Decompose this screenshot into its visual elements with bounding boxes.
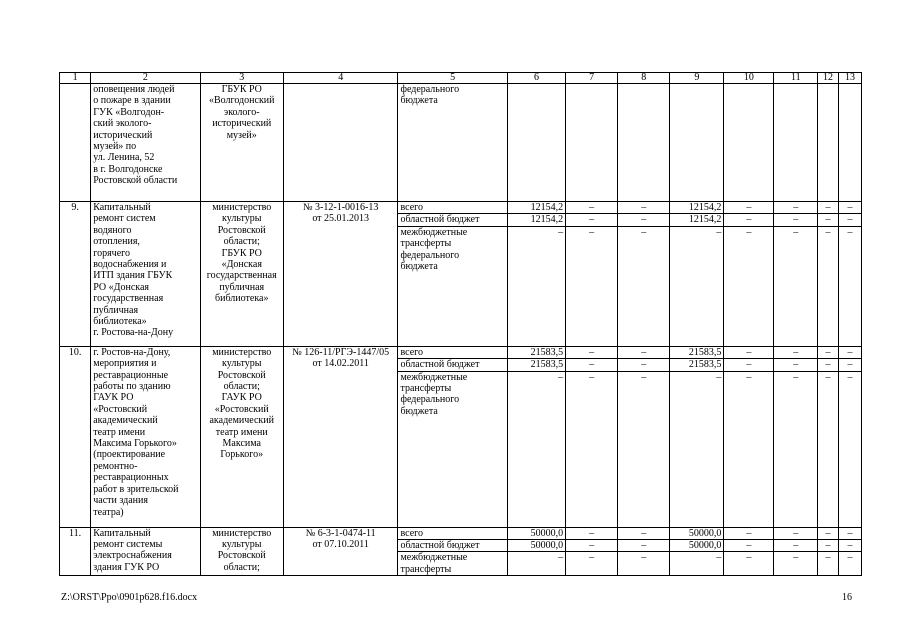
customer-cell: ГБУК РО «Волгодонский эколого- исторический музей» bbox=[200, 84, 283, 202]
amount-cell: – bbox=[566, 359, 618, 371]
funding-source-cell: всего bbox=[398, 527, 507, 539]
amount-cell: 21583,5 bbox=[670, 359, 724, 371]
row-number-cell: 10. bbox=[60, 346, 91, 527]
funding-source-cell: всего bbox=[398, 202, 507, 214]
amount-cell: – bbox=[838, 371, 861, 527]
amount-cell: – bbox=[724, 552, 774, 576]
amount-cell: – bbox=[838, 346, 861, 358]
funding-source-cell: межбюджетные трансферты федерального бюджета bbox=[398, 371, 507, 527]
funding-source-cell: межбюджетные трансферты bbox=[398, 552, 507, 576]
row-number-cell: 11. bbox=[60, 527, 91, 576]
document-path: Z:\ORST\Ppo\0901p628.f16.docx bbox=[61, 592, 198, 603]
amount-cell: – bbox=[507, 552, 565, 576]
customer-cell: министерство культуры Ростовской области; bbox=[200, 527, 283, 576]
amount-cell: – bbox=[838, 214, 861, 226]
funding-line-row bbox=[60, 202, 862, 214]
funding-source-cell: областной бюджет bbox=[398, 214, 507, 226]
amount-cell: – bbox=[724, 527, 774, 539]
amount-cell: – bbox=[724, 371, 774, 527]
amount-cell: – bbox=[566, 527, 618, 539]
amount-cell: – bbox=[724, 226, 774, 346]
amount-cell: 12154,2 bbox=[670, 214, 724, 226]
amount-cell: – bbox=[618, 359, 670, 371]
budget-table bbox=[59, 72, 862, 576]
amount-cell: – bbox=[618, 202, 670, 214]
amount-cell: – bbox=[618, 214, 670, 226]
amount-cell: 21583,5 bbox=[507, 346, 565, 358]
funding-line-row bbox=[60, 527, 862, 539]
object-name-cell: Капитальный ремонт систем водяного отопления, горячего водоснабжения и ИТП здания ГБУК РО «Донская государственная публичная библиотека» г. Ростова-на-Дону bbox=[91, 202, 200, 347]
amount-cell: – bbox=[838, 202, 861, 214]
object-name-cell: оповещения людей о пожаре в здании ГУК «Волгодон- ский эколого- исторический музей» по ул. Ленина, 52 в г. Волгодонске Ростовской области bbox=[91, 84, 200, 202]
col-number: 1 bbox=[60, 73, 91, 84]
amount-cell: – bbox=[618, 527, 670, 539]
amount-cell: 12154,2 bbox=[507, 202, 565, 214]
amount-cell: – bbox=[566, 552, 618, 576]
amount-cell: 50000,0 bbox=[507, 527, 565, 539]
col-number: 2 bbox=[91, 73, 200, 84]
col-number: 9 bbox=[670, 73, 724, 84]
amount-cell: – bbox=[774, 359, 818, 371]
col-number: 3 bbox=[200, 73, 283, 84]
continued-row bbox=[60, 84, 862, 202]
document-cell bbox=[283, 84, 398, 202]
col-number: 10 bbox=[724, 73, 774, 84]
amount-cell: – bbox=[724, 202, 774, 214]
col-number: 5 bbox=[398, 73, 507, 84]
col-number: 4 bbox=[283, 73, 398, 84]
document-cell: № 126-11/РГЭ-1447/05 от 14.02.2011 bbox=[283, 346, 398, 527]
amount-cell: – bbox=[724, 540, 774, 552]
col-number: 12 bbox=[818, 73, 839, 84]
amount-cell: – bbox=[566, 226, 618, 346]
amount-cell: – bbox=[724, 346, 774, 358]
page-number: 16 bbox=[842, 592, 852, 603]
amount-cell: – bbox=[818, 226, 839, 346]
amount-cell: – bbox=[838, 359, 861, 371]
funding-source-cell: областной бюджет bbox=[398, 540, 507, 552]
amount-cell: 12154,2 bbox=[670, 202, 724, 214]
amount-cell: 12154,2 bbox=[507, 214, 565, 226]
col-number: 13 bbox=[838, 73, 861, 84]
budget-table-sheet bbox=[59, 72, 862, 576]
amount-cell: 21583,5 bbox=[670, 346, 724, 358]
document-cell: № 6-3-1-0474-11 от 07.10.2011 bbox=[283, 527, 398, 576]
amount-cell: – bbox=[670, 552, 724, 576]
row-number-cell bbox=[60, 84, 91, 202]
amount-cell: – bbox=[618, 346, 670, 358]
col-number: 6 bbox=[507, 73, 565, 84]
amount-cell: – bbox=[774, 371, 818, 527]
funding-line-row bbox=[60, 346, 862, 358]
amount-cell: – bbox=[818, 202, 839, 214]
customer-cell: министерство культуры Ростовской области; ГАУК РО «Ростовский академический театр имени Максима Горького» bbox=[200, 346, 283, 527]
amount-cell: – bbox=[818, 359, 839, 371]
amount-cell: – bbox=[818, 527, 839, 539]
amount-cell: – bbox=[618, 540, 670, 552]
row-number-cell: 9. bbox=[60, 202, 91, 347]
amount-cell: – bbox=[818, 552, 839, 576]
amount-cell: 21583,5 bbox=[507, 359, 565, 371]
amount-cell: – bbox=[566, 202, 618, 214]
amount-cell: – bbox=[618, 552, 670, 576]
amount-cell: – bbox=[818, 214, 839, 226]
object-name-cell: Капитальный ремонт системы электроснабжения здания ГУК РО bbox=[91, 527, 200, 576]
amount-cell: – bbox=[774, 214, 818, 226]
amount-cell: – bbox=[507, 226, 565, 346]
amount-cell: – bbox=[818, 371, 839, 527]
col-number: 8 bbox=[618, 73, 670, 84]
amount-cell: – bbox=[838, 540, 861, 552]
amount-cell: – bbox=[507, 371, 565, 527]
col-number: 7 bbox=[566, 73, 618, 84]
amount-cell: – bbox=[818, 540, 839, 552]
amount-cell: 50000,0 bbox=[670, 540, 724, 552]
amount-cell: – bbox=[618, 226, 670, 346]
document-cell: № 3-12-1-0016-13 от 25.01.2013 bbox=[283, 202, 398, 347]
amount-cell: – bbox=[774, 226, 818, 346]
amount-cell: – bbox=[618, 371, 670, 527]
amount-cell: – bbox=[818, 346, 839, 358]
amount-cell: 50000,0 bbox=[507, 540, 565, 552]
amount-cell: – bbox=[838, 527, 861, 539]
col-number: 11 bbox=[774, 73, 818, 84]
amount-cell: – bbox=[566, 214, 618, 226]
amount-cell: – bbox=[774, 552, 818, 576]
amount-cell: – bbox=[774, 202, 818, 214]
funding-source-cell: федерального бюджета bbox=[398, 84, 507, 202]
funding-source-cell: межбюджетные трансферты федерального бюджета bbox=[398, 226, 507, 346]
amount-cell: – bbox=[774, 346, 818, 358]
object-name-cell: г. Ростов-на-Дону, мероприятия и реставрационные работы по зданию ГАУК РО «Ростовский академический театр имени Максима Горького» (проектирование ремонтно- реставрационных работ в зрительской части здания театра) bbox=[91, 346, 200, 527]
amount-cell: – bbox=[774, 540, 818, 552]
amount-cell: – bbox=[724, 359, 774, 371]
amount-cell: 50000,0 bbox=[670, 527, 724, 539]
amount-cell: – bbox=[566, 371, 618, 527]
amount-cell: – bbox=[724, 214, 774, 226]
amount-cell: – bbox=[566, 540, 618, 552]
customer-cell: министерство культуры Ростовской области; ГБУК РО «Донская государственная публичная библиотека» bbox=[200, 202, 283, 347]
amount-cell: – bbox=[838, 226, 861, 346]
funding-source-cell: всего bbox=[398, 346, 507, 358]
amount-cell: – bbox=[670, 371, 724, 527]
amount-cell: – bbox=[838, 552, 861, 576]
column-number-row bbox=[60, 73, 862, 84]
amount-cell: – bbox=[670, 226, 724, 346]
amount-cell: – bbox=[774, 527, 818, 539]
funding-source-cell: областной бюджет bbox=[398, 359, 507, 371]
amount-cell: – bbox=[566, 346, 618, 358]
